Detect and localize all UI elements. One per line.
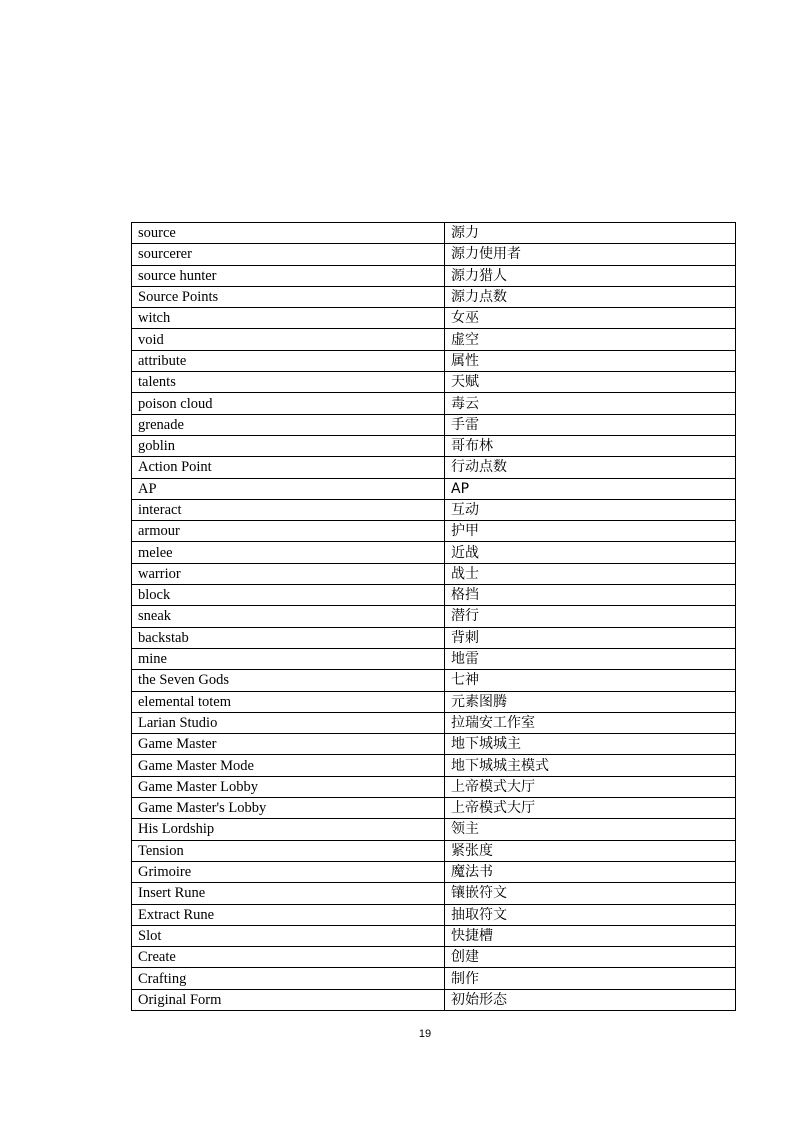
chinese-term-cell: 领主	[445, 819, 736, 840]
english-term-cell: Game Master's Lobby	[132, 798, 445, 819]
english-term-cell: witch	[132, 308, 445, 329]
chinese-term-cell: 快捷槽	[445, 925, 736, 946]
table-row	[132, 414, 736, 435]
table-row	[132, 648, 736, 669]
english-term-cell: the Seven Gods	[132, 670, 445, 691]
english-term-cell: source	[132, 223, 445, 244]
english-term-cell: goblin	[132, 435, 445, 456]
chinese-term-cell: 战士	[445, 563, 736, 584]
chinese-term-cell: 拉瑞安工作室	[445, 712, 736, 733]
chinese-term-cell: 源力使用者	[445, 244, 736, 265]
chinese-term-cell: 天赋	[445, 372, 736, 393]
table-row	[132, 457, 736, 478]
table-row	[132, 712, 736, 733]
chinese-term-cell: 镶嵌符文	[445, 883, 736, 904]
english-term-cell: grenade	[132, 414, 445, 435]
chinese-term-cell: 七神	[445, 670, 736, 691]
english-term-cell: interact	[132, 499, 445, 520]
english-term-cell: attribute	[132, 350, 445, 371]
table-row	[132, 350, 736, 371]
table-row	[132, 499, 736, 520]
table-row	[132, 691, 736, 712]
english-term-cell: Game Master	[132, 734, 445, 755]
english-term-cell: void	[132, 329, 445, 350]
table-row	[132, 776, 736, 797]
english-term-cell: source hunter	[132, 265, 445, 286]
table-row	[132, 861, 736, 882]
english-term-cell: block	[132, 585, 445, 606]
table-row	[132, 393, 736, 414]
table-row	[132, 329, 736, 350]
chinese-term-cell: 源力点数	[445, 286, 736, 307]
english-term-cell: talents	[132, 372, 445, 393]
english-term-cell: Action Point	[132, 457, 445, 478]
table-row	[132, 223, 736, 244]
table-row	[132, 670, 736, 691]
table-row	[132, 286, 736, 307]
chinese-term-cell: 地下城城主模式	[445, 755, 736, 776]
chinese-term-cell: 源力	[445, 223, 736, 244]
chinese-term-cell: 上帝模式大厅	[445, 798, 736, 819]
english-term-cell: armour	[132, 521, 445, 542]
chinese-term-cell: 抽取符文	[445, 904, 736, 925]
table-row	[132, 563, 736, 584]
chinese-term-cell: 女巫	[445, 308, 736, 329]
english-term-cell: Extract Rune	[132, 904, 445, 925]
english-term-cell: Grimoire	[132, 861, 445, 882]
chinese-term-cell: 魔法书	[445, 861, 736, 882]
chinese-term-cell: 制作	[445, 968, 736, 989]
english-term-cell: backstab	[132, 627, 445, 648]
table-row	[132, 798, 736, 819]
english-term-cell: Crafting	[132, 968, 445, 989]
english-term-cell: poison cloud	[132, 393, 445, 414]
chinese-term-cell: 源力猎人	[445, 265, 736, 286]
table-row	[132, 883, 736, 904]
chinese-term-cell: 创建	[445, 947, 736, 968]
english-term-cell: Game Master Mode	[132, 755, 445, 776]
english-term-cell: Insert Rune	[132, 883, 445, 904]
english-term-cell: sourcerer	[132, 244, 445, 265]
table-row	[132, 585, 736, 606]
table-row	[132, 904, 736, 925]
english-term-cell: His Lordship	[132, 819, 445, 840]
table-row	[132, 968, 736, 989]
chinese-term-cell: 哥布林	[445, 435, 736, 456]
chinese-term-cell: 初始形态	[445, 989, 736, 1010]
table-row	[132, 265, 736, 286]
chinese-term-cell: 格挡	[445, 585, 736, 606]
chinese-term-cell: 地下城城主	[445, 734, 736, 755]
english-term-cell: warrior	[132, 563, 445, 584]
table-row	[132, 478, 736, 499]
chinese-term-cell: 护甲	[445, 521, 736, 542]
chinese-term-cell: AP	[445, 478, 736, 499]
chinese-term-cell: 虚空	[445, 329, 736, 350]
chinese-term-cell: 潜行	[445, 606, 736, 627]
english-term-cell: mine	[132, 648, 445, 669]
table-row	[132, 925, 736, 946]
table-row	[132, 606, 736, 627]
english-term-cell: elemental totem	[132, 691, 445, 712]
table-row	[132, 244, 736, 265]
chinese-term-cell: 元素图腾	[445, 691, 736, 712]
english-term-cell: Source Points	[132, 286, 445, 307]
table-row	[132, 627, 736, 648]
english-term-cell: Game Master Lobby	[132, 776, 445, 797]
chinese-term-cell: 互动	[445, 499, 736, 520]
english-term-cell: Tension	[132, 840, 445, 861]
english-term-cell: melee	[132, 542, 445, 563]
chinese-term-cell: 手雷	[445, 414, 736, 435]
table-row	[132, 819, 736, 840]
chinese-term-cell: 地雷	[445, 648, 736, 669]
table-row	[132, 989, 736, 1010]
glossary-table	[131, 222, 736, 1011]
table-row	[132, 947, 736, 968]
page-number: 19	[418, 1028, 432, 1040]
english-term-cell: Slot	[132, 925, 445, 946]
chinese-term-cell: 行动点数	[445, 457, 736, 478]
chinese-term-cell: 毒云	[445, 393, 736, 414]
chinese-term-cell: 紧张度	[445, 840, 736, 861]
english-term-cell: sneak	[132, 606, 445, 627]
table-row	[132, 840, 736, 861]
chinese-term-cell: 上帝模式大厅	[445, 776, 736, 797]
table-row	[132, 542, 736, 563]
english-term-cell: Larian Studio	[132, 712, 445, 733]
table-row	[132, 755, 736, 776]
glossary-table-body	[132, 223, 736, 1011]
english-term-cell: Original Form	[132, 989, 445, 1010]
table-row	[132, 521, 736, 542]
english-term-cell: Create	[132, 947, 445, 968]
chinese-term-cell: 背刺	[445, 627, 736, 648]
chinese-term-cell: 近战	[445, 542, 736, 563]
table-row	[132, 372, 736, 393]
english-term-cell: AP	[132, 478, 445, 499]
table-row	[132, 435, 736, 456]
chinese-term-cell: 属性	[445, 350, 736, 371]
table-row	[132, 734, 736, 755]
table-row	[132, 308, 736, 329]
